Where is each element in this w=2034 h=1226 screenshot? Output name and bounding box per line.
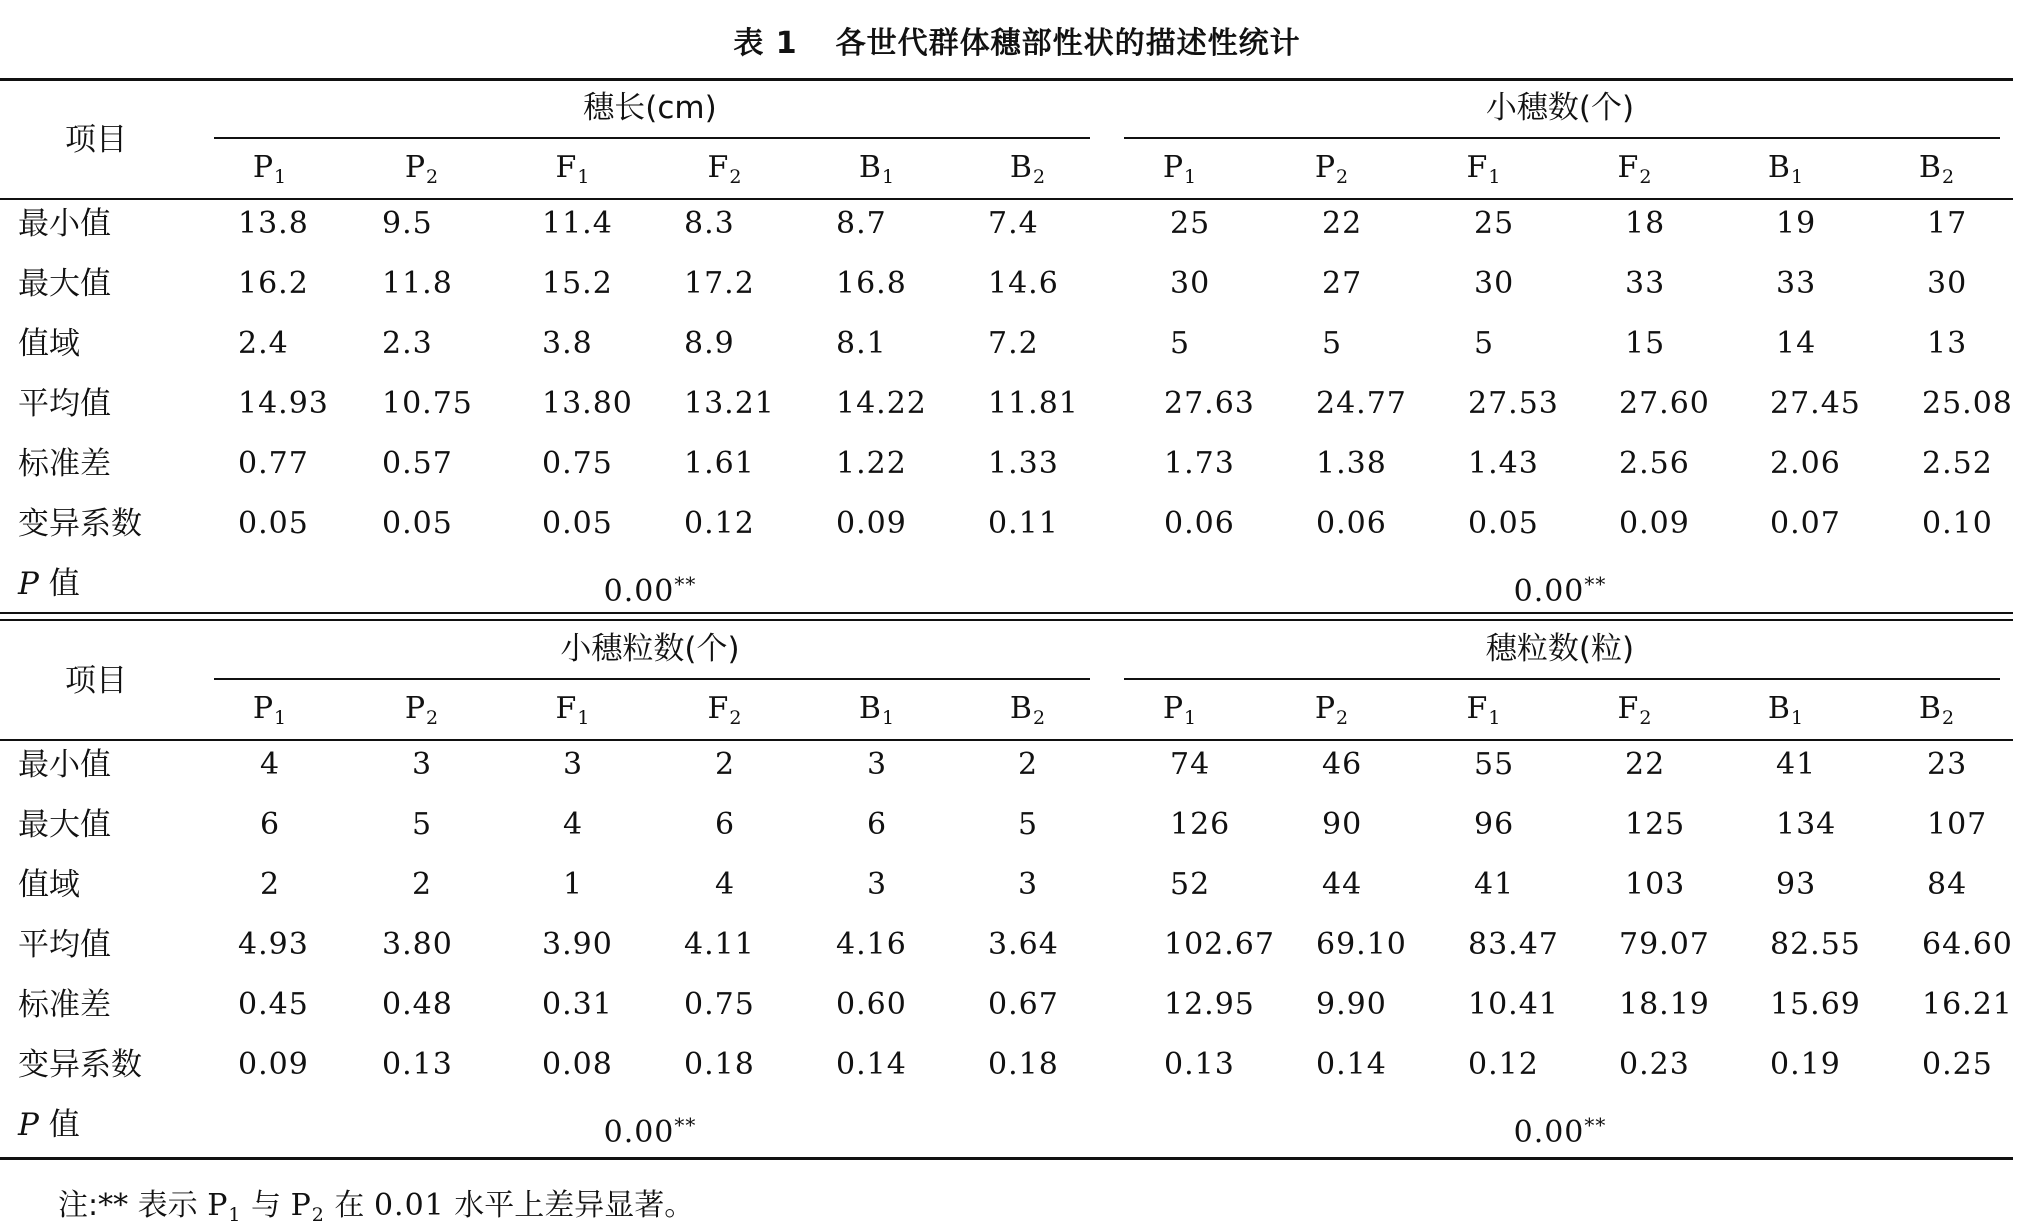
table-cell: 14.6 xyxy=(988,266,1059,301)
row-label: 最小值 xyxy=(18,206,111,242)
generation-base: P xyxy=(1162,691,1185,726)
generation-header xyxy=(1315,691,1349,736)
generation-sub: 2 xyxy=(1941,166,1956,188)
table-cell: 6 xyxy=(260,807,281,842)
generation-header xyxy=(1919,150,1955,195)
table-cell: 44 xyxy=(1322,867,1363,902)
table-cell: 0.12 xyxy=(1468,1047,1539,1082)
table-cell: 4.16 xyxy=(836,927,907,962)
generation-header xyxy=(556,691,591,736)
table-cell: 16.2 xyxy=(238,266,309,301)
generation-base: F xyxy=(1617,691,1640,726)
table-cell: 0.11 xyxy=(988,506,1059,541)
table-cell: 79.07 xyxy=(1619,927,1710,962)
generation-sub: 2 xyxy=(729,166,743,188)
generation-base: F xyxy=(555,691,578,726)
generation-header xyxy=(859,691,895,736)
table-cell: 30 xyxy=(1927,266,1968,301)
table-cell: 0.23 xyxy=(1619,1047,1690,1082)
p-value-significance: ** xyxy=(1584,1113,1607,1137)
table-cell: 5 xyxy=(1018,807,1039,842)
generation-header xyxy=(1768,150,1804,195)
table-title: 各世代群体穗部性状的描述性统计 xyxy=(835,26,1301,61)
table-cell: 30 xyxy=(1474,266,1515,301)
generation-sub: 1 xyxy=(1790,166,1805,188)
generation-sub: 2 xyxy=(1941,707,1956,729)
block-separator-lower xyxy=(0,619,2013,621)
generation-base: B xyxy=(858,150,882,185)
table-cell: 46 xyxy=(1322,747,1363,782)
table-cell: 3.80 xyxy=(382,927,453,962)
table-cell: 2.3 xyxy=(382,326,433,361)
p-value-label xyxy=(18,566,80,602)
header-rule-2 xyxy=(0,739,2013,741)
table-cell: 15 xyxy=(1625,326,1666,361)
table-cell: 19 xyxy=(1776,206,1817,241)
note-text-4: 水平上差异显著。 xyxy=(454,1188,695,1223)
table-cell: 4.11 xyxy=(684,927,755,962)
table-cell: 22 xyxy=(1322,206,1363,241)
table-cell: 15.69 xyxy=(1770,987,1861,1022)
group-header-right: 小穗数(个) xyxy=(1485,90,1635,126)
generation-base: P xyxy=(404,691,427,726)
p-value-label xyxy=(18,1107,80,1143)
generation-base: B xyxy=(1009,691,1033,726)
generation-base: B xyxy=(1918,150,1942,185)
generation-header xyxy=(1467,150,1502,195)
p-italic: P xyxy=(18,1107,39,1143)
table-cell: 0.45 xyxy=(238,987,309,1022)
generation-base: P xyxy=(1314,150,1337,185)
table-cell: 10.41 xyxy=(1468,987,1559,1022)
table-cell: 13.8 xyxy=(238,206,309,241)
table-cell: 1.43 xyxy=(1468,446,1539,481)
generation-header xyxy=(1768,691,1804,736)
generation-sub: 1 xyxy=(881,166,896,188)
table-cell: 1.22 xyxy=(836,446,907,481)
table-cell: 5 xyxy=(1170,326,1191,361)
table-cell: 0.09 xyxy=(836,506,907,541)
table-cell: 5 xyxy=(1322,326,1343,361)
table-cell: 7.4 xyxy=(988,206,1039,241)
generation-sub: 2 xyxy=(1336,166,1350,188)
generation-base: F xyxy=(1466,691,1489,726)
p-value-significance: ** xyxy=(674,572,697,596)
table-cell: 27.60 xyxy=(1619,386,1710,421)
table-cell: 8.3 xyxy=(684,206,735,241)
generation-header xyxy=(708,691,743,736)
table-cell: 0.08 xyxy=(542,1047,613,1082)
generation-sub: 2 xyxy=(426,166,440,188)
table-cell: 7.2 xyxy=(988,326,1039,361)
table-cell: 3.8 xyxy=(542,326,593,361)
table-cell: 102.67 xyxy=(1164,927,1275,962)
p-value-number: 0.00 xyxy=(603,574,675,609)
generation-base: F xyxy=(1617,150,1640,185)
table-cell: 2.06 xyxy=(1770,446,1841,481)
table-cell: 8.7 xyxy=(836,206,887,241)
table-cell: 5 xyxy=(1474,326,1495,361)
table-cell: 11.8 xyxy=(382,266,453,301)
generation-base: B xyxy=(1009,150,1033,185)
generation-header xyxy=(1010,150,1046,195)
generation-sub: 1 xyxy=(1488,707,1502,729)
table-cell: 2.52 xyxy=(1922,446,1993,481)
table-cell: 2 xyxy=(715,747,736,782)
p-value-number: 0.00 xyxy=(603,1115,675,1150)
table-cell: 13 xyxy=(1927,326,1968,361)
bottom-rule xyxy=(0,1157,2013,1160)
generation-sub: 1 xyxy=(577,166,591,188)
table-cell: 6 xyxy=(715,807,736,842)
group-underline-2a xyxy=(214,678,1090,680)
row-label: 变异系数 xyxy=(18,1047,142,1083)
generation-header xyxy=(556,150,591,195)
note-level: 0.01 xyxy=(373,1188,445,1223)
table-cell: 27.63 xyxy=(1164,386,1255,421)
p-value xyxy=(1514,1107,1607,1151)
row-label: 值域 xyxy=(18,326,80,362)
table-cell: 0.75 xyxy=(542,446,613,481)
table-cell: 126 xyxy=(1170,807,1231,842)
p-value xyxy=(604,566,697,610)
table-cell: 15.2 xyxy=(542,266,613,301)
generation-header xyxy=(708,150,743,195)
table-cell: 3 xyxy=(1018,867,1039,902)
table-cell: 83.47 xyxy=(1468,927,1559,962)
note-p1-base: P xyxy=(207,1188,229,1223)
table-cell: 16.21 xyxy=(1922,987,2013,1022)
generation-sub: 2 xyxy=(729,707,743,729)
row-label: 平均值 xyxy=(18,386,111,422)
table-cell: 1.38 xyxy=(1316,446,1387,481)
generation-header xyxy=(1315,150,1349,195)
note-text-1: 表示 xyxy=(137,1188,198,1223)
row-label: 最大值 xyxy=(18,807,111,843)
table-cell: 0.07 xyxy=(1770,506,1841,541)
table-cell: 69.10 xyxy=(1316,927,1407,962)
table-cell: 90 xyxy=(1322,807,1363,842)
table-cell: 16.8 xyxy=(836,266,907,301)
note-p1-sub: 1 xyxy=(228,1204,242,1226)
table-cell: 52 xyxy=(1170,867,1211,902)
note-stars: ** xyxy=(98,1188,129,1223)
table-cell: 25 xyxy=(1474,206,1515,241)
generation-base: P xyxy=(1162,150,1185,185)
table-cell: 25.08 xyxy=(1922,386,2013,421)
generation-base: P xyxy=(252,150,275,185)
note-p2-base: P xyxy=(290,1188,312,1223)
table-cell: 0.06 xyxy=(1316,506,1387,541)
table-cell: 11.81 xyxy=(988,386,1079,421)
table-cell: 14.93 xyxy=(238,386,329,421)
table-cell: 0.14 xyxy=(1316,1047,1387,1082)
row-label: 标准差 xyxy=(18,446,111,482)
generation-base: B xyxy=(1767,691,1791,726)
top-rule xyxy=(0,78,2013,81)
table-cell: 17 xyxy=(1927,206,1968,241)
generation-base: F xyxy=(707,150,730,185)
generation-sub: 1 xyxy=(1488,166,1502,188)
table-cell: 0.13 xyxy=(1164,1047,1235,1082)
table-cell: 25 xyxy=(1170,206,1211,241)
table-note xyxy=(58,1180,694,1226)
table-cell: 125 xyxy=(1625,807,1686,842)
table-cell: 0.12 xyxy=(684,506,755,541)
generation-header xyxy=(253,150,287,195)
table-cell: 3 xyxy=(867,747,888,782)
generation-sub: 2 xyxy=(426,707,440,729)
p-value-significance: ** xyxy=(674,1113,697,1137)
item-header: 项目 xyxy=(65,122,127,158)
p-value xyxy=(604,1107,697,1151)
table-cell: 0.05 xyxy=(382,506,453,541)
generation-base: P xyxy=(404,150,427,185)
table-cell: 103 xyxy=(1625,867,1686,902)
table-cell: 5 xyxy=(412,807,433,842)
table-cell: 3 xyxy=(412,747,433,782)
generation-header xyxy=(1163,691,1197,736)
generation-sub: 2 xyxy=(1032,707,1047,729)
table-cell: 0.18 xyxy=(988,1047,1059,1082)
header-rule-1 xyxy=(0,198,2013,200)
p-value-number: 0.00 xyxy=(1513,1115,1585,1150)
generation-sub: 1 xyxy=(1184,707,1198,729)
table-cell: 0.60 xyxy=(836,987,907,1022)
table-cell: 22 xyxy=(1625,747,1666,782)
table-cell: 30 xyxy=(1170,266,1211,301)
table-cell: 0.09 xyxy=(238,1047,309,1082)
table-cell: 1.61 xyxy=(684,446,755,481)
table-cell: 10.75 xyxy=(382,386,473,421)
table-number: 表 1 xyxy=(733,26,798,61)
table-cell: 96 xyxy=(1474,807,1515,842)
table-cell: 17.2 xyxy=(684,266,755,301)
generation-header xyxy=(1467,691,1502,736)
generation-sub: 1 xyxy=(1790,707,1805,729)
generation-sub: 1 xyxy=(1184,166,1198,188)
table-cell: 55 xyxy=(1474,747,1515,782)
generation-base: F xyxy=(555,150,578,185)
table-cell: 0.19 xyxy=(1770,1047,1841,1082)
table-cell: 0.25 xyxy=(1922,1047,1993,1082)
table-cell: 1.33 xyxy=(988,446,1059,481)
table-cell: 11.4 xyxy=(542,206,613,241)
table-cell: 4.93 xyxy=(238,927,309,962)
table-cell: 2.56 xyxy=(1619,446,1690,481)
generation-base: B xyxy=(858,691,882,726)
group-header-left: 小穗粒数(个) xyxy=(560,631,740,667)
table-cell: 33 xyxy=(1776,266,1817,301)
table-cell: 41 xyxy=(1474,867,1515,902)
generation-base: F xyxy=(1466,150,1489,185)
p-label-text: 值 xyxy=(38,566,80,602)
p-label-text: 值 xyxy=(38,1107,80,1143)
table-cell: 0.31 xyxy=(542,987,613,1022)
table-cell: 27 xyxy=(1322,266,1363,301)
table-cell: 74 xyxy=(1170,747,1211,782)
row-label: 值域 xyxy=(18,867,80,903)
generation-header xyxy=(1618,691,1653,736)
table-cell: 0.67 xyxy=(988,987,1059,1022)
table-cell: 8.1 xyxy=(836,326,887,361)
table-cell: 4 xyxy=(715,867,736,902)
note-prefix: 注: xyxy=(58,1188,99,1223)
block-separator-upper xyxy=(0,612,2013,614)
table-cell: 0.13 xyxy=(382,1047,453,1082)
table-cell: 107 xyxy=(1927,807,1988,842)
table-cell: 0.05 xyxy=(238,506,309,541)
table-cell: 0.48 xyxy=(382,987,453,1022)
generation-base: P xyxy=(1314,691,1337,726)
generation-sub: 2 xyxy=(1639,707,1653,729)
generation-base: P xyxy=(252,691,275,726)
table-cell: 4 xyxy=(260,747,281,782)
table-cell: 2 xyxy=(260,867,281,902)
table-cell: 23 xyxy=(1927,747,1968,782)
generation-sub: 1 xyxy=(577,707,591,729)
table-cell: 0.77 xyxy=(238,446,309,481)
p-value xyxy=(1514,566,1607,610)
note-text-2: 与 xyxy=(251,1188,282,1223)
table-cell: 18 xyxy=(1625,206,1666,241)
table-cell: 41 xyxy=(1776,747,1817,782)
generation-base: B xyxy=(1767,150,1791,185)
table-cell: 6 xyxy=(867,807,888,842)
table-cell: 2.4 xyxy=(238,326,289,361)
generation-sub: 2 xyxy=(1336,707,1350,729)
generation-sub: 1 xyxy=(274,707,288,729)
table-cell: 0.75 xyxy=(684,987,755,1022)
table-cell: 18.19 xyxy=(1619,987,1710,1022)
table-cell: 9.90 xyxy=(1316,987,1387,1022)
generation-header xyxy=(1919,691,1955,736)
table-cell: 1.73 xyxy=(1164,446,1235,481)
p-value-significance: ** xyxy=(1584,572,1607,596)
note-text-3: 在 xyxy=(334,1188,365,1223)
table-caption xyxy=(0,18,2034,62)
table-cell: 84 xyxy=(1927,867,1968,902)
table-cell: 93 xyxy=(1776,867,1817,902)
p-italic: P xyxy=(18,566,39,602)
table-cell: 4 xyxy=(563,807,584,842)
table-cell: 24.77 xyxy=(1316,386,1407,421)
table-cell: 9.5 xyxy=(382,206,433,241)
table-cell: 0.09 xyxy=(1619,506,1690,541)
table-cell: 3 xyxy=(563,747,584,782)
table-cell: 13.21 xyxy=(684,386,775,421)
generation-header xyxy=(1618,150,1653,195)
generation-header xyxy=(1010,691,1046,736)
table-cell: 1 xyxy=(563,867,584,902)
table-cell: 64.60 xyxy=(1922,927,2013,962)
table-cell: 14.22 xyxy=(836,386,927,421)
table-cell: 3.90 xyxy=(542,927,613,962)
table-cell: 3 xyxy=(867,867,888,902)
generation-sub: 1 xyxy=(881,707,896,729)
row-label: 变异系数 xyxy=(18,506,142,542)
table-cell: 0.18 xyxy=(684,1047,755,1082)
table-cell: 0.05 xyxy=(1468,506,1539,541)
generation-sub: 1 xyxy=(274,166,288,188)
table-cell: 2 xyxy=(1018,747,1039,782)
generation-sub: 2 xyxy=(1639,166,1653,188)
generation-sub: 2 xyxy=(1032,166,1047,188)
generation-header xyxy=(859,150,895,195)
generation-header xyxy=(405,150,439,195)
generation-base: B xyxy=(1918,691,1942,726)
table-cell: 134 xyxy=(1776,807,1837,842)
row-label: 平均值 xyxy=(18,927,111,963)
table-cell: 12.95 xyxy=(1164,987,1255,1022)
group-header-left: 穗长(cm) xyxy=(583,90,717,126)
table-cell: 0.57 xyxy=(382,446,453,481)
group-underline-1a xyxy=(214,137,1090,139)
table-cell: 0.14 xyxy=(836,1047,907,1082)
table-cell: 8.9 xyxy=(684,326,735,361)
row-label: 标准差 xyxy=(18,987,111,1023)
item-header: 项目 xyxy=(65,663,127,699)
table-cell: 13.80 xyxy=(542,386,633,421)
table-cell: 0.10 xyxy=(1922,506,1993,541)
p-value-number: 0.00 xyxy=(1513,574,1585,609)
group-underline-1b xyxy=(1124,137,2000,139)
table-cell: 14 xyxy=(1776,326,1817,361)
table-cell: 27.45 xyxy=(1770,386,1861,421)
row-label: 最小值 xyxy=(18,747,111,783)
table-cell: 82.55 xyxy=(1770,927,1861,962)
table-cell: 2 xyxy=(412,867,433,902)
table-cell: 0.05 xyxy=(542,506,613,541)
table-cell: 3.64 xyxy=(988,927,1059,962)
generation-header xyxy=(1163,150,1197,195)
table-cell: 33 xyxy=(1625,266,1666,301)
group-underline-2b xyxy=(1124,678,2000,680)
table-cell: 27.53 xyxy=(1468,386,1559,421)
table-cell: 0.06 xyxy=(1164,506,1235,541)
row-label: 最大值 xyxy=(18,266,111,302)
generation-header xyxy=(405,691,439,736)
generation-header xyxy=(253,691,287,736)
note-p2-sub: 2 xyxy=(311,1204,325,1226)
generation-base: F xyxy=(707,691,730,726)
group-header-right: 穗粒数(粒) xyxy=(1485,631,1635,667)
